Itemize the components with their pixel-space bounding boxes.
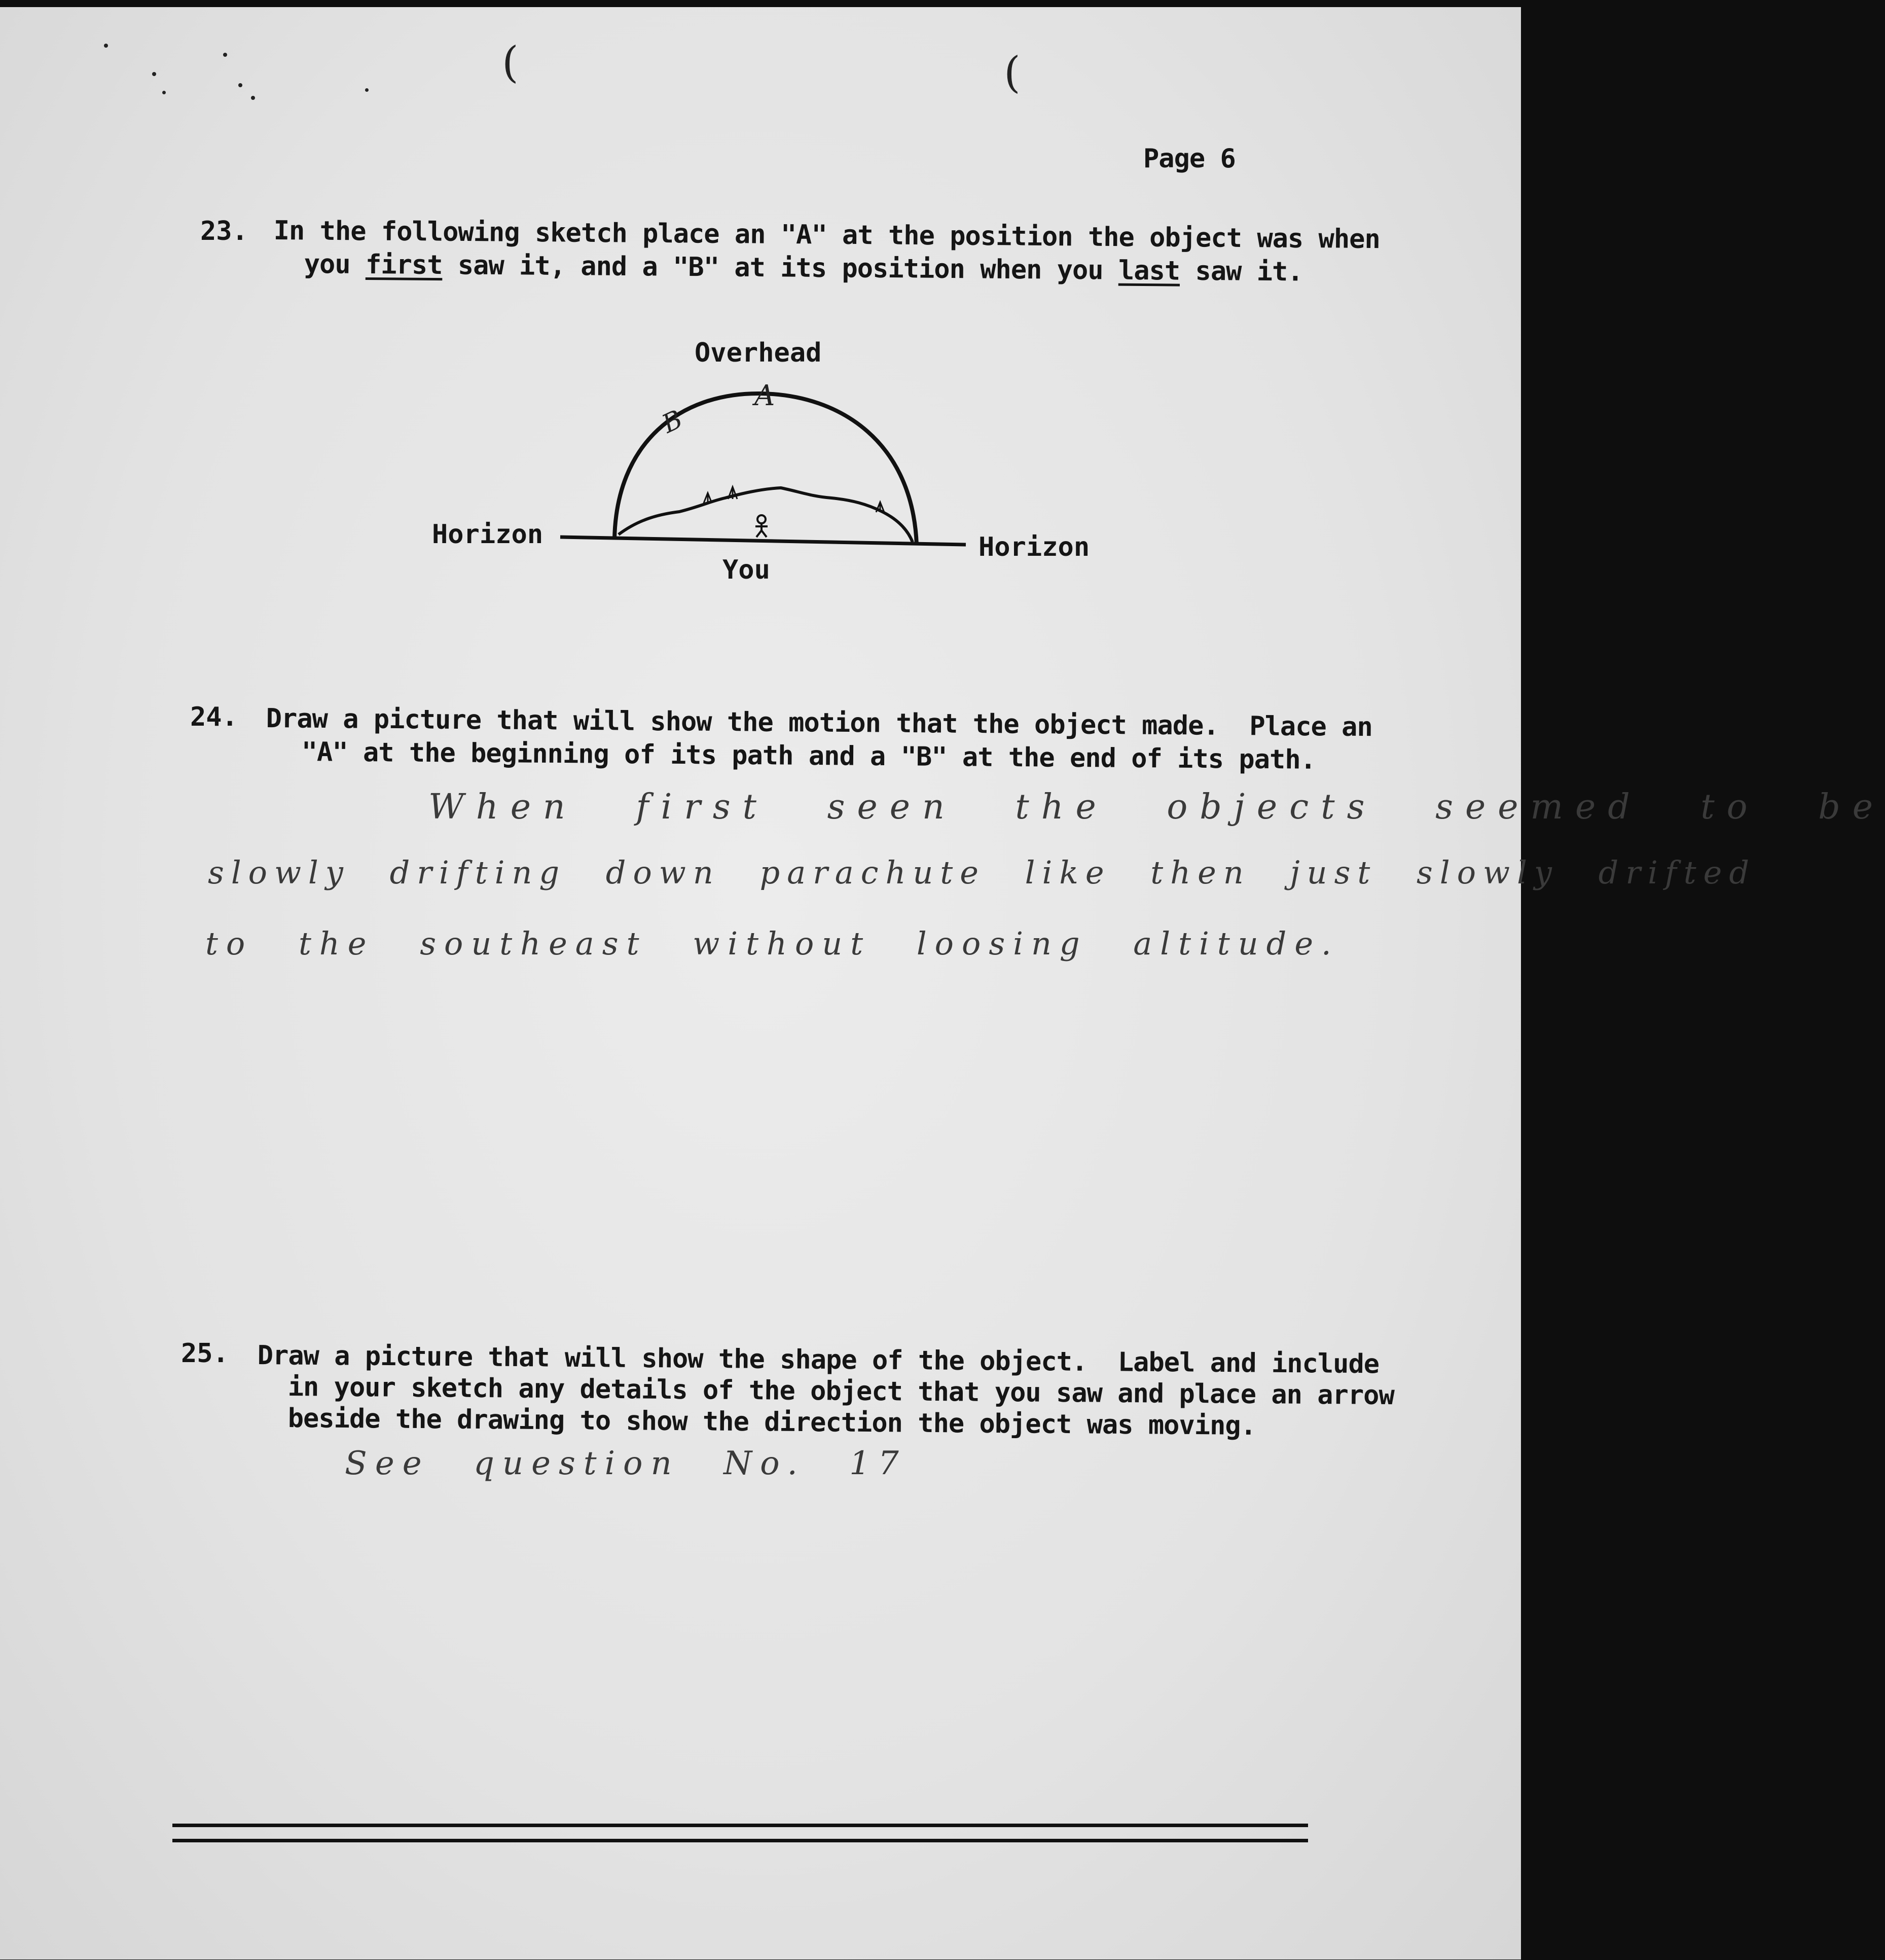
horizon-left-label: Horizon — [432, 519, 543, 550]
q24-number: 24. — [190, 702, 238, 732]
q23-line2-pre: you — [304, 248, 366, 280]
stick-figure-you — [755, 515, 768, 537]
q23-last-word: last — [1118, 255, 1180, 287]
horizon-line — [560, 537, 966, 545]
sky-dome-diagram — [0, 7, 1521, 616]
q23-line1: In the following sketch place an "A" at the position the object was when — [273, 215, 1381, 255]
bottom-rule-bottom — [172, 1839, 1308, 1842]
page-number: Page 6 — [1143, 144, 1236, 174]
q25-line2: in your sketch any details of the object that you saw and place an arrow — [287, 1372, 1395, 1411]
q23-line2-post: saw it. — [1179, 256, 1303, 288]
q25-line1: Draw a picture that will show the shape of the object. Label and include — [257, 1340, 1380, 1380]
punch-mark-left: ( — [502, 38, 519, 87]
terrain-line — [619, 488, 913, 542]
bottom-rule-top — [172, 1824, 1308, 1827]
q23-line2-mid: saw it, and a "B" at its position when you — [442, 250, 1119, 286]
mark-b: B — [658, 404, 687, 439]
document-page — [0, 7, 1885, 1959]
q25-handwritten-answer: See question No. 17 — [345, 1445, 907, 1482]
you-label: You — [722, 555, 770, 585]
horizon-right-label: Horizon — [978, 532, 1090, 562]
q25-line3: beside the drawing to show the direction the object was moving. — [287, 1403, 1256, 1441]
q25-number: 25. — [181, 1338, 229, 1369]
mark-a: A — [754, 379, 775, 412]
overhead-label: Overhead — [695, 338, 822, 368]
q24-handwritten-answer-line3: to the southeast without loosing altitude. — [205, 925, 1339, 962]
punch-mark-right: ( — [1004, 48, 1021, 97]
q24-handwritten-answer-line1: When first seen the objects seemed to be — [428, 787, 1885, 827]
q24-line2: "A" at the beginning of its path and a "B" at the end of its path. — [301, 737, 1316, 775]
q24-line1: Draw a picture that will show the motion that the object made. Place an — [266, 703, 1373, 743]
q23-number: 23. — [200, 216, 248, 246]
q23-first-word: first — [365, 249, 443, 281]
q24-handwritten-answer-line2: slowly drifting down parachute like then just slowly drifted — [208, 854, 1757, 891]
